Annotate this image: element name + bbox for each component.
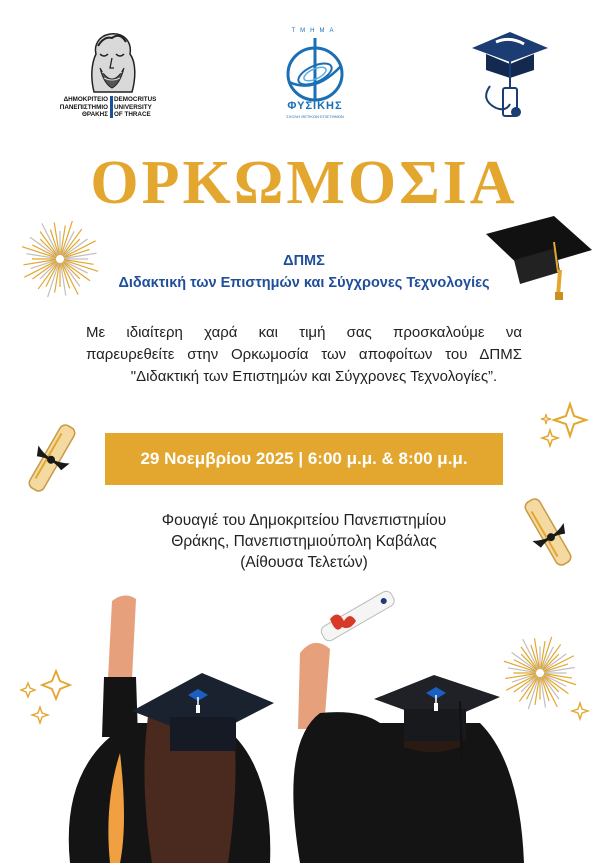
program-name: Διδακτική των Επιστημών και Σύγχρονες Τεχνολογίες	[118, 275, 490, 291]
physics-logo-top: ΤΜΗΜΑ	[291, 28, 339, 34]
invitation-line1: Με ιδιαίτερη χαρά και τιμή σας προσκαλούμε να	[86, 324, 522, 341]
venue-text	[0, 510, 608, 573]
graduation-cap-logo	[470, 30, 550, 122]
physics-logo	[275, 28, 355, 123]
invitation-line3: "Διδακτική των Επιστημών και Σύγχρονες Τεχνολογίες”.	[130, 368, 498, 385]
sparkle-icon	[21, 671, 70, 723]
page-title: ΟΡΚΩΜΟΣΙΑ	[90, 149, 518, 217]
invitation-text	[86, 322, 522, 388]
duth-en-line1: DEMOCRITUS	[114, 96, 157, 103]
venue-line1: Φουαγιέ του Δημοκριτείου Πανεπιστημίου	[161, 512, 447, 529]
physics-logo-name: ΦΥΣΙΚΗΣ	[287, 100, 343, 112]
duth-logo	[58, 30, 166, 118]
duth-en-line2: UNIVERSITY	[114, 103, 152, 111]
duth-gr-line2: ΠΑΝΕΠΙΣΤΗΜΙΟ	[59, 103, 108, 111]
firework-icon	[504, 637, 576, 709]
program-heading	[0, 250, 608, 294]
venue-line2: Θράκης, Πανεπιστημιούπολη Καβάλας	[171, 533, 437, 550]
duth-gr-line3: ΘΡΑΚΗΣ	[81, 111, 108, 118]
sparkle-icon	[536, 400, 596, 460]
event-datetime: 29 Νοεμβρίου 2025 | 6:00 μ.μ. & 8:00 μ.μ.	[105, 433, 503, 485]
university-logo-icon	[58, 30, 166, 94]
physics-logo-sub: ΣΧΟΛΗ ΘΕΤΙΚΩΝ ΕΠΙΣΤΗΜΩΝ	[286, 114, 344, 119]
program-abbr: ΔΠΜΣ	[283, 253, 325, 269]
venue-line3: (Αίθουσα Τελετών)	[240, 554, 368, 571]
graduation-cap-icon	[470, 30, 550, 122]
invitation-line2: παρευρεθείτε στην Ορκωμοσία των αποφοίτων του ΔΠΜΣ	[86, 346, 522, 363]
diploma-icon	[22, 418, 82, 498]
duth-en-line3: OF THRACE	[114, 111, 151, 118]
logo-divider	[110, 96, 113, 118]
physics-logo-icon	[275, 36, 355, 106]
graduates-illustration	[0, 583, 608, 863]
duth-gr-line1: ΔΗΜΟΚΡΙΤΕΙΟ	[63, 96, 108, 103]
